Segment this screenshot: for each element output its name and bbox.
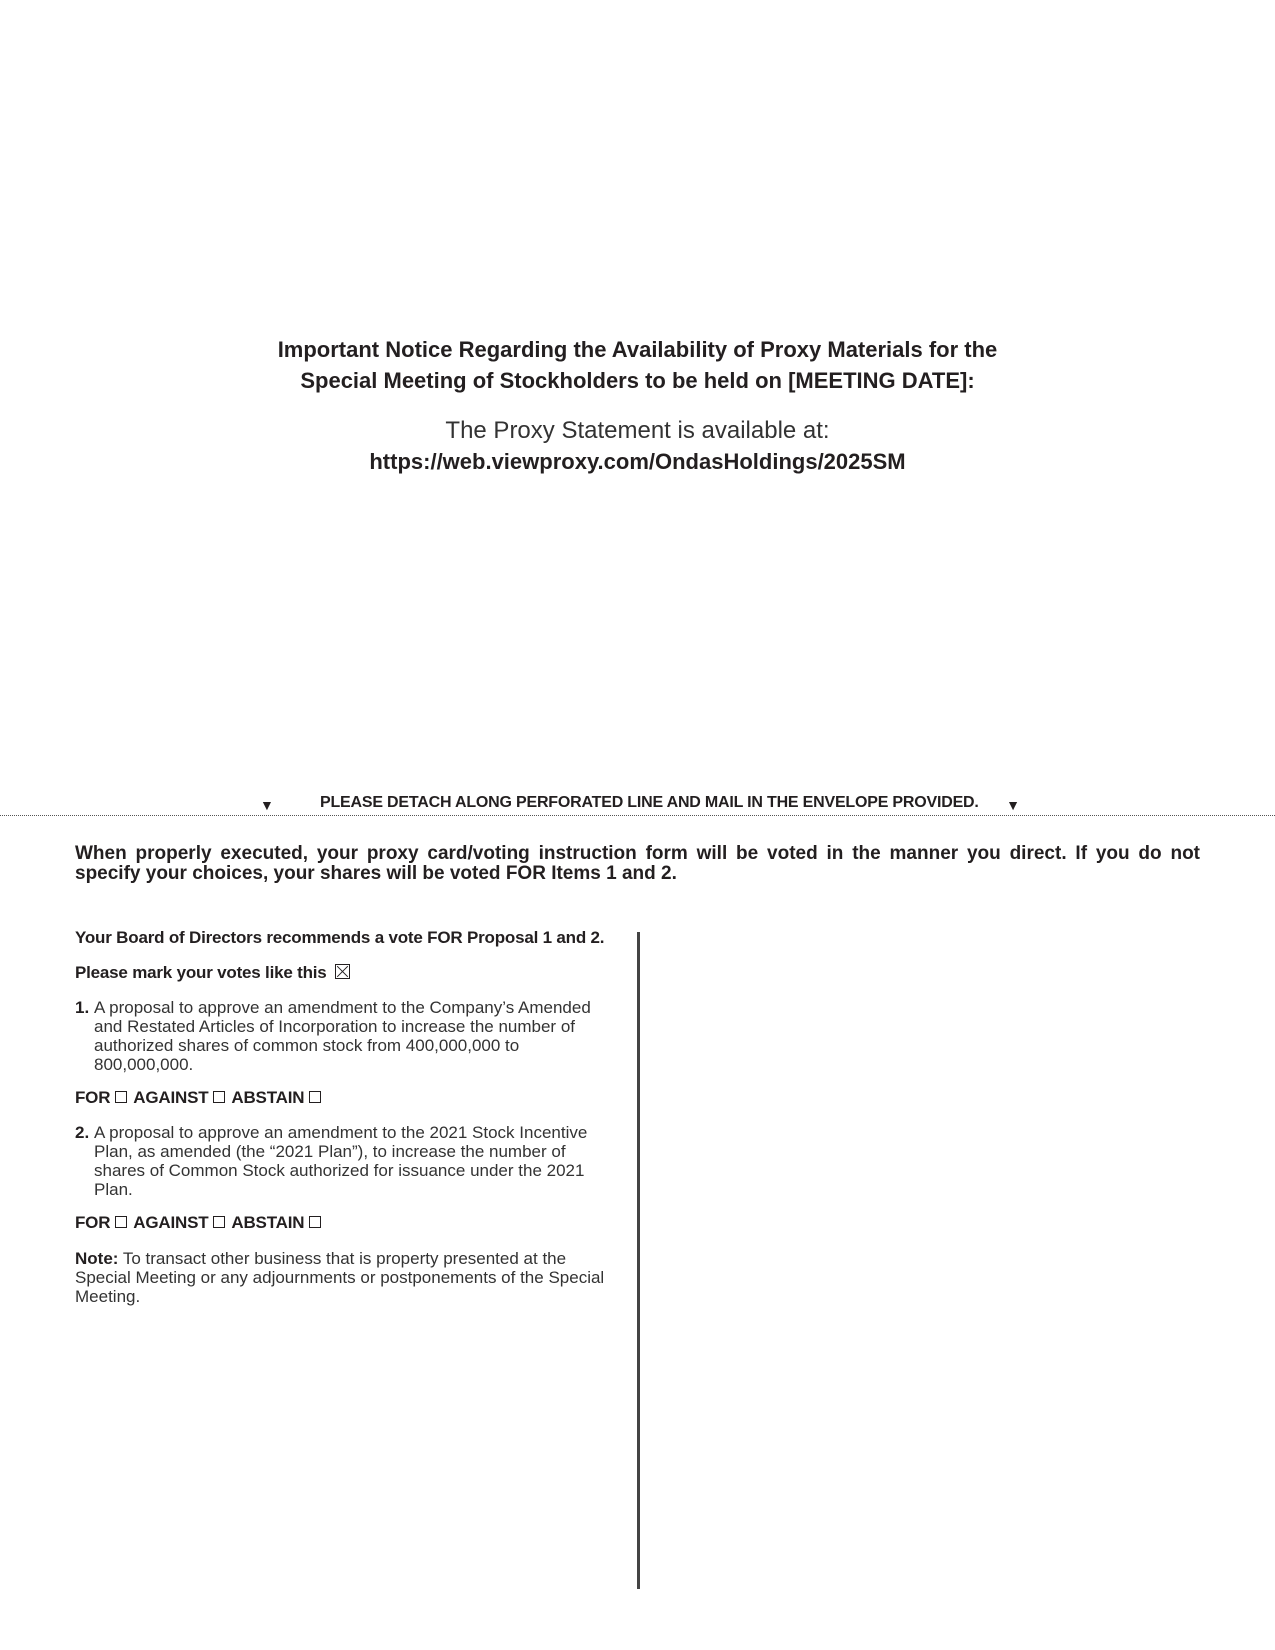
proposal-1-abstain-label: ABSTAIN — [231, 1088, 305, 1107]
notice-heading — [0, 334, 1275, 396]
note-label: Note: — [75, 1249, 119, 1268]
proposal-1-against-label: AGAINST — [133, 1088, 209, 1107]
mark-instruction — [75, 962, 615, 984]
proposal-1 — [75, 998, 615, 1074]
proposal-text: A proposal to approve an amendment to the 2021 Stock Incentive Plan, as amended (the “2021 Plan”), to increase the number of shares of Common Stock authorized for issuance under the 2021 Plan. — [94, 1123, 588, 1199]
mark-instruction-text: Please mark your votes like this — [75, 963, 327, 982]
proxy-statement-link[interactable]: https://web.viewproxy.com/OndasHoldings/2025SM — [369, 449, 906, 474]
proxy-available-text: The Proxy Statement is available at: — [445, 417, 830, 444]
proposal-1-for-checkbox[interactable] — [115, 1091, 127, 1103]
marked-checkbox-icon — [335, 964, 350, 979]
board-recommendation: Your Board of Directors recommends a vote FOR Proposal 1 and 2. — [75, 928, 605, 947]
down-arrow-icon: ▼ — [1006, 797, 1020, 813]
note-text: To transact other business that is property presented at the Special Meeting or any adjournments or postponements of the Special Meeting. — [75, 1249, 605, 1306]
proposal-2-vote-options — [75, 1212, 615, 1234]
proposal-2-for-label: FOR — [75, 1213, 111, 1232]
proposal-2-against-checkbox[interactable] — [213, 1216, 225, 1228]
notice-heading-line-2: Special Meeting of Stockholders to be held on [MEETING DATE]: — [300, 368, 975, 393]
detach-text: PLEASE DETACH ALONG PERFORATED LINE AND MAIL IN THE ENVELOPE PROVIDED. — [320, 794, 979, 811]
proposal-2-abstain-checkbox[interactable] — [309, 1216, 321, 1228]
proposal-2 — [75, 1123, 615, 1199]
column-divider — [637, 932, 640, 1589]
note — [75, 1249, 615, 1306]
proposal-1-vote-options — [75, 1087, 615, 1109]
perforated-line — [0, 815, 1275, 816]
proposal-1-for-label: FOR — [75, 1088, 111, 1107]
proposal-2-for-checkbox[interactable] — [115, 1216, 127, 1228]
proposal-number: 1. — [75, 998, 90, 1017]
proposal-2-against-label: AGAINST — [133, 1213, 209, 1232]
down-arrow-icon: ▼ — [260, 797, 274, 813]
ballot-column — [75, 927, 615, 1306]
proposal-number: 2. — [75, 1123, 90, 1142]
proposal-text: A proposal to approve an amendment to the Company’s Amended and Restated Articles of Incorporation to increase the number of authorized shares of common stock from 400,000,000 to 800,000,000. — [94, 998, 591, 1074]
proposal-1-against-checkbox[interactable] — [213, 1091, 225, 1103]
voting-instruction-paragraph: When properly executed, your proxy card/voting instruction form will be voted in the manner you direct. If you do not specify your choices, your shares will be voted FOR Items 1 and 2. — [75, 843, 1200, 884]
proposal-2-abstain-label: ABSTAIN — [231, 1213, 305, 1232]
proposal-1-abstain-checkbox[interactable] — [309, 1091, 321, 1103]
notice-heading-line-1: Important Notice Regarding the Availability of Proxy Materials for the — [277, 337, 998, 362]
